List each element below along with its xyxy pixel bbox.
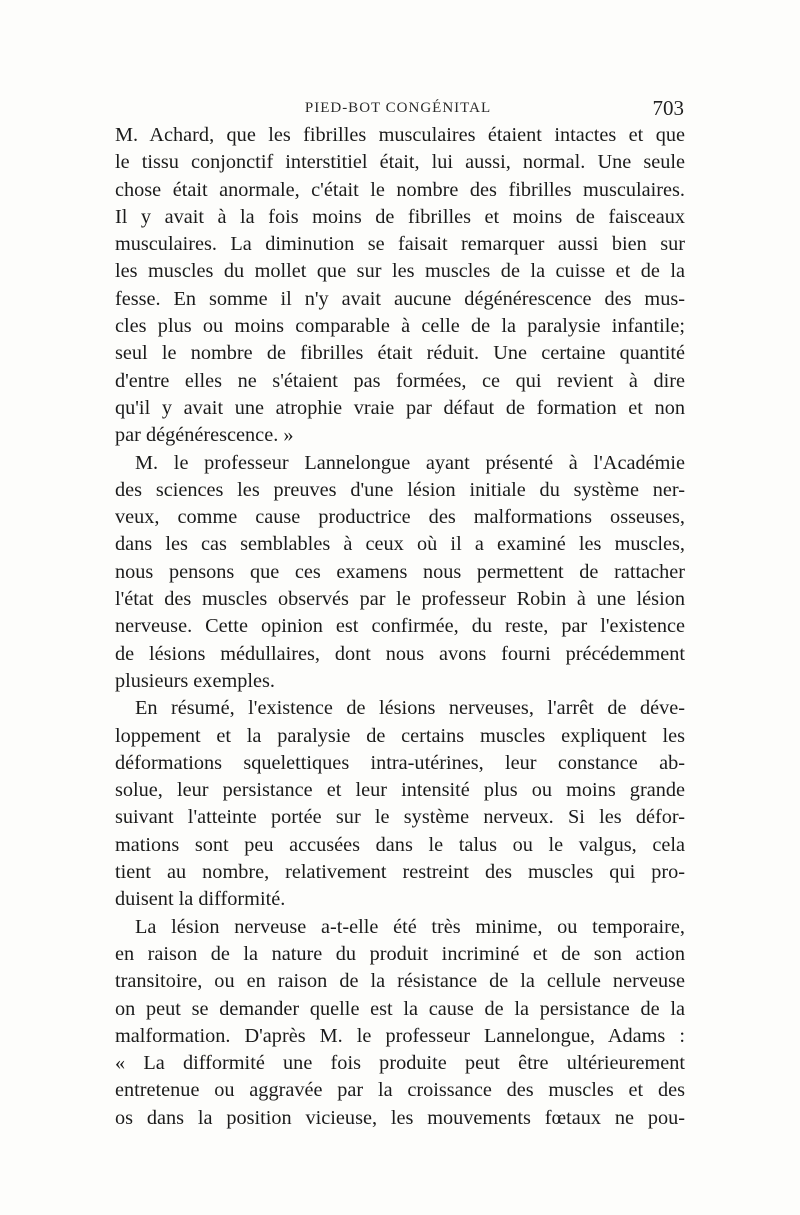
text-line: des sciences les preuves d'une lésion initiale du système ner- [115,478,685,501]
text-line: suivant l'atteinte portée sur le système nerveux. Si les défor- [115,806,685,829]
text-line: entretenue ou aggravée par la croissance des muscles et des [115,1079,685,1102]
text-line: os dans la position vicieuse, les mouvements fœtaux ne pou- [115,1106,685,1129]
text-line: seul le nombre de fibrilles était réduit. Une certaine quantité [115,342,685,365]
text-line: M. Achard, que les fibrilles musculaires étaient intactes et que [115,124,685,146]
text-line: En résumé, l'existence de lésions nerveuses, l'arrêt de déve- [135,697,685,720]
text-line: transitoire, ou en raison de la résistance de la cellule nerveuse [115,970,685,993]
text-line: dans les cas semblables à ceux où il a examiné les muscles, [115,533,685,556]
text-line: par dégénérescence. » [115,424,294,447]
text-line: tient au nombre, relativement restreint des muscles qui pro- [115,861,685,884]
text-line: d'entre elles ne s'étaient pas formées, ce qui revient à dire [115,369,685,392]
text-line: nerveuse. Cette opinion est confirmée, du reste, par l'existence [115,615,685,638]
text-line: l'état des muscles observés par le professeur Robin à une lésion [115,588,685,611]
running-title: PIED-BOT CONGÉNITAL [304,100,492,116]
text-line: le tissu conjonctif interstitiel était, lui aussi, normal. Une seule [115,151,685,174]
text-line: musculaires. La diminution se faisait remarquer aussi bien sur [115,233,685,256]
text-line: qu'il y avait une atrophie vraie par défaut de formation et non [115,396,685,419]
text-line: veux, comme cause productrice des malformations osseuses, [115,506,685,529]
text-line: loppement et la paralysie de certains muscles expliquent les [115,724,685,747]
text-line: malformation. D'après M. le professeur Lannelongue, Adams : [115,1024,685,1047]
text-line: duisent la difformité. [115,888,286,911]
text-line: M. le professeur Lannelongue ayant présenté à l'Académie [135,451,685,474]
text-line: chose était anormale, c'était le nombre des fibrilles musculaires. [115,178,685,201]
text-line: les muscles du mollet que sur les muscles de la cuisse et de la [115,260,685,283]
body-text [115,122,685,1132]
text-line: déformations squelettiques intra-utérines, leur constance ab- [115,751,685,774]
text-line: mations sont peu accusées dans le talus ou le valgus, cela [115,833,685,856]
text-line: cles plus ou moins comparable à celle de la paralysie infantile; [115,315,685,338]
text-line: nous pensons que ces examens nous permettent de rattacher [115,560,685,583]
text-line: Il y avait à la fois moins de fibrilles et moins de faisceaux [115,205,685,228]
page-number: 703 [652,96,684,120]
text-line: solue, leur persistance et leur intensité plus ou moins grande [115,779,685,802]
text-line: La lésion nerveuse a-t-elle été très minime, ou temporaire, [135,915,685,938]
text-line: en raison de la nature du produit incriminé et de son action [115,942,685,965]
text-line: de lésions médullaires, dont nous avons fourni précédemment [115,642,685,665]
text-line: on peut se demander quelle est la cause de la persistance de la [115,997,685,1020]
text-line: fesse. En somme il n'y avait aucune dégénérescence des mus- [115,287,685,310]
text-line: plusieurs exemples. [115,669,275,692]
text-line: « La difformité une fois produite peut être ultérieurement [115,1052,685,1075]
